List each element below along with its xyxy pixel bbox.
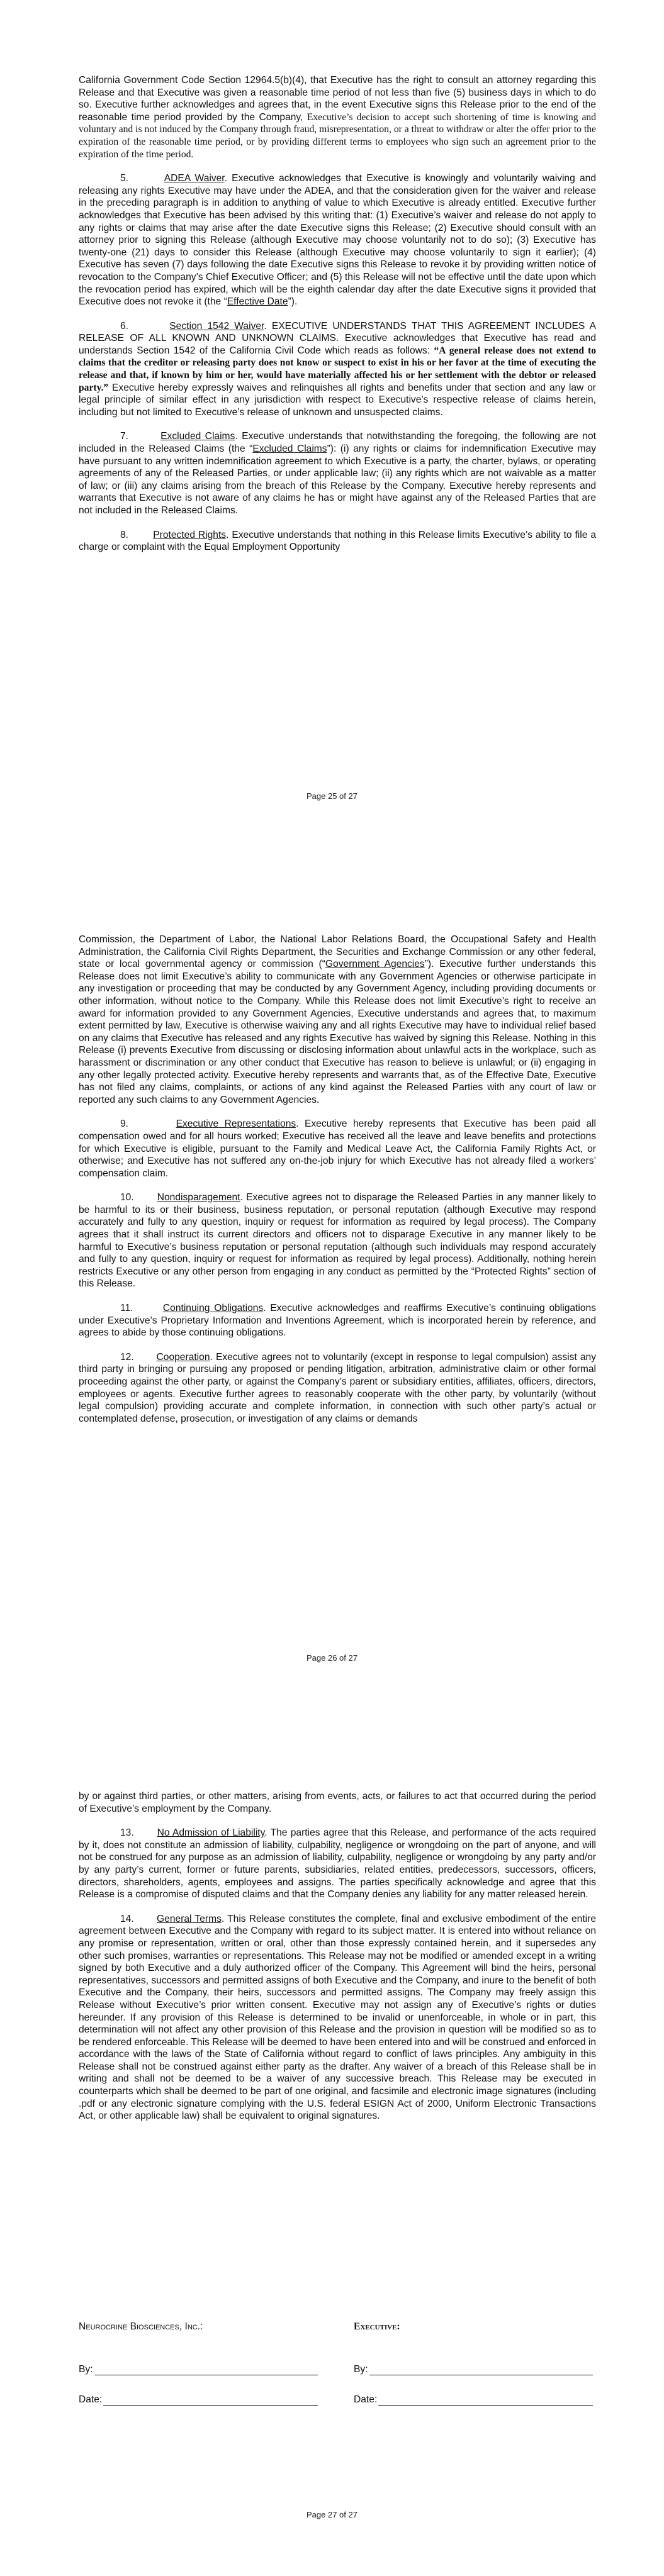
text-segment: . Executive agrees not to disparage the Released Parties in any manner likely to be harmful to its or their business, business reputation, or personal reputation (although Executive may respond accurately and fully to any question, inquiry or request for information as required by legal process). The Company agrees that it shall instruct its current directors and officers not to disparage Executive in any manner likely to be harmful to Executive’s business reputation or personal reputation (although such individuals may respond accurately and fully to any question, inquiry or request for information as required by legal process). Additionally, nothing herein restricts Executive or any other person from engaging in any conduct as permitted by the “Protected Rights” section of this Release.	[79, 1192, 596, 1290]
defined-term: General Terms	[157, 1913, 222, 1924]
text-segment: ”).	[288, 296, 298, 308]
defined-term: Excluded Claims	[160, 431, 235, 442]
paragraph	[79, 529, 596, 554]
paragraph	[79, 1913, 596, 2122]
text-segment: 11.	[120, 1303, 133, 1314]
text-segment: “A general release does not extend to claims that the creditor or releasing party does not know or suspect to exist in his or her favor at the time of executing the release and that, if known by him or her, would have materially affected his or her settlement with the debtor or released party.”	[79, 345, 596, 393]
page-body	[79, 1790, 596, 2134]
page-25	[0, 0, 664, 859]
text-segment	[128, 321, 169, 332]
text-segment: 5.	[120, 173, 129, 184]
text-segment: Commission, the Department of Labor, the National Labor Relations Board, the Occupational Safety and Health Administration, the California Civil Rights Department, the Securities and Exchange Commission or any other federal, state or local governmental agency or commission (“	[79, 934, 596, 970]
date-label: Date:	[79, 2394, 103, 2405]
paragraph	[79, 74, 596, 160]
defined-term: Cooperation	[156, 1351, 210, 1363]
text-segment: . Executive agrees not to voluntarily (except in response to legal compulsion) assist any third party in bringing or pursuing any proposed or pending litigation, arbitration, administrative claim or other formal proceeding against the other party, or against the Company’s parent or subsidiary entities, affiliates, officers, directors, employees or agents. Executive further agrees to reasonably cooperate with the other party, by voluntarily (without legal compulsion) providing accurate and complete information, in connection with such other party’s actual or contemplated defense, prosecution, or investigation of any claims or demands	[79, 1351, 596, 1424]
text-segment	[128, 431, 160, 442]
paragraph	[79, 1118, 596, 1179]
text-segment: Executive hereby expressly waives and relinquishes all rights and benefits under that section and any law or legal principle of similar effect in any jurisdiction with respect to Executive’s respective release of claims herein, including but not limited to Executive’s release of unknown and unsuspected claims.	[79, 382, 596, 418]
page-27	[0, 1717, 664, 2576]
text-segment: Executive’s decision to accept such shortening of time is knowing and voluntary and is not induced by the Company through fraud, misrepresentation, or a threat to withdraw or alter the offer prior to the expiration of the reasonable time period, or by providing different terms to employees who sign such an agreement prior to the expiration of the time period.	[79, 111, 597, 160]
date-label: Date:	[354, 2394, 378, 2405]
executive-signature	[354, 2321, 593, 2405]
text-segment: . Executive hereby represents that Executive has been paid all compensation owed and for all hours worked; Executive has received all the leave and leave benefits and protections for which Executive is eligible, pursuant to the Family and Medical Leave Act, the California Family Rights Act, or otherwise; and Executive has not suffered any on-the-job injury for which Executive has not already filed a workers’ compensation claim.	[79, 1118, 596, 1179]
paragraph	[79, 1790, 596, 1815]
defined-term: Excluded Claims	[252, 443, 327, 455]
paragraph	[79, 320, 596, 419]
text-segment: . Executive acknowledges and reaffirms Executive’s continuing obligations under Executive’s Proprietary Information and Inventions Agreement, which is incorporated herein by reference, and agrees to abide by those continuing obligations.	[79, 1303, 596, 1339]
text-segment: 13.	[120, 1827, 134, 1839]
paragraph	[79, 1827, 596, 1901]
text-segment: . Executive acknowledges that Executive is knowingly and voluntarily waiving and releasing any rights Executive may have under the ADEA, and that the consideration given for the waiver and release in the preceding paragraph is in addition to anything of value to which Executive is already entitled. Executive further acknowledges that Executive has been advised by this writing that: (1) Executive’s waiver and release do not apply to any rights or claims that may arise after the date Executive signs this Release; (2) Executive should consult with an attorney prior to signing this Release (although Executive may choose voluntarily not to do so); (3) Executive has twenty-one (21) days to consider this Release (although Executive may choose voluntarily to sign it earlier); (4) Executive has seven (7) days following the date Executive signs this Release to revoke it by providing written notice of revocation to the Company’s Chief Executive Officer; and (5) this Release will not be effective until the date upon which the revocation period has expired, which will be the eighth calendar day after the date Executive signs it provided that Executive does not revoke it (the “	[79, 173, 596, 308]
defined-term: Government Agencies	[325, 959, 425, 970]
text-segment	[128, 173, 164, 184]
text-segment: . The parties agree that this Release, and performance of the acts required by it, does not constitute an admission of liability, culpability, negligence or wrongdoing on the part of anyone, and will not be construed for any purpose as an admission of liability, culpability, negligence or wrongdoing by any party and/or by any party’s current, former or future parents, subsidiaries, related entities, predecessors, successors, officers, directors, shareholders, agents, employees and assigns. The parties specifically acknowledge and agree that this Release is a compromise of disputed claims and that the Company denies any liability for any matter released herein.	[79, 1827, 596, 1900]
signature-line[interactable]	[94, 2366, 318, 2375]
text-segment: 6.	[120, 320, 129, 332]
defined-term: No Admission of Liability	[157, 1827, 265, 1839]
defined-term: Effective Date	[227, 296, 288, 308]
defined-term: ADEA Waiver	[164, 173, 225, 184]
text-segment: . This Release constitutes the complete, final and exclusive embodiment of the entire agreement between Executive and the Company with regard to its subject matter. It is entered into without reliance on any promise or representation, written or oral, other than those expressly contained herein, and it supersedes any other such promises, warranties or representations. This Release may not be modified or amended except in a writing signed by both Executive and a duly authorized officer of the Company. This Agreement will bind the heirs, personal representatives, successors and permitted assigns of both Executive and the Company, and inure to the benefit of both Executive and the Company, their heirs, successors and permitted assigns. The Company may freely assign this Release without Executive’s prior written consent. Executive may not assign any of Executive’s rights or duties hereunder. If any provision of this Release is determined to be invalid or unenforceable, in whole or in part, this determination will not affect any other provision of this Release and the provision in question will be modified so as to be rendered enforceable. This Release will be deemed to have been entered into and will be construed and enforced in accordance with the laws of the State of California without regard to conflict of laws principles. Any ambiguity in this Release shall not be construed against either party as the drafter. Any waiver of a breach of this Release shall be in writing and shall not be deemed to be a waiver of any successive breach. This Release may be executed in counterparts which shall be deemed to be part of one original, and facsimile and electronic image signatures (including .pdf or any electronic signature complying with the U.S. federal ESIGN Act of 2000, Uniform Electronic Transactions Act, or other applicable law) shall be equivalent to original signatures.	[79, 1913, 597, 2122]
text-segment: 10.	[120, 1192, 134, 1203]
text-segment	[134, 1352, 157, 1363]
paragraph	[79, 172, 596, 308]
text-segment: California Government Code Section 12964.5(b)(4), that Executive has the right to consult an attorney regarding this Release and that Executive was given a reasonable time period of not less than five (5) business days in which to do so. Executive further acknowledges and agrees that, in the event Executive signs this Release prior to the end of the reasonable time period provided by the Company,	[79, 75, 596, 123]
company-party-name: Neurocrine Biosciences, Inc.:	[79, 2321, 203, 2332]
text-segment: 12.	[120, 1351, 134, 1363]
page-body	[79, 934, 596, 1437]
date-line[interactable]	[378, 2396, 593, 2406]
text-segment: . EXECUTIVE UNDERSTANDS THAT THIS AGREEMENT INCLUDES A RELEASE OF ALL KNOWN AND UNKNOWN CLAIMS. Executive acknowledges that Executive has read and understands Section 1542 of the California Civil Code which reads as follows:	[79, 320, 596, 356]
text-segment	[134, 1914, 157, 1924]
text-segment: ”): (i) any rights or claims for indemnification Executive may have pursuant to any written indemnification agreement to which Executive is a party, the charter, bylaws, or operating agreements of any of the Released Parties, or under applicable law; (ii) any rights which are not waivable as a matter of law; or (iii) any claims arising from the breach of this Release by the Company. Executive hereby represents and warrants that Executive is not aware of any claims he has or might have against any of the Released Parties that are not included in the Released Claims.	[79, 443, 597, 516]
signature-line[interactable]	[369, 2366, 593, 2375]
executive-party-name: Executive:	[354, 2321, 400, 2332]
paragraph	[79, 1191, 596, 1290]
defined-term: Executive Representations	[176, 1118, 296, 1130]
date-line[interactable]	[103, 2396, 318, 2406]
company-by-line[interactable]	[79, 2361, 318, 2375]
defined-term: Nondisparagement	[157, 1192, 240, 1203]
paragraph	[79, 934, 596, 1106]
by-label: By:	[354, 2364, 368, 2375]
page-footer: Page 25 of 27	[307, 791, 357, 801]
text-segment	[128, 1118, 176, 1129]
executive-date-line[interactable]	[354, 2392, 593, 2406]
text-segment: . Executive understands that notwithstanding the foregoing, the following are not included in the Released Claims (the “	[79, 431, 596, 455]
company-date-line[interactable]	[79, 2392, 318, 2406]
text-segment: 14.	[120, 1913, 134, 1924]
text-segment: 7.	[120, 431, 129, 442]
by-label: By:	[79, 2364, 93, 2375]
paragraph	[79, 1302, 596, 1339]
paragraph	[79, 1351, 596, 1425]
text-segment	[134, 1827, 157, 1838]
text-segment	[128, 530, 153, 540]
defined-term: Protected Rights	[153, 529, 227, 540]
executive-by-line[interactable]	[354, 2361, 593, 2375]
text-segment: 9.	[120, 1118, 129, 1130]
signature-block	[79, 2321, 596, 2422]
text-segment: 8.	[120, 529, 129, 540]
company-signature	[79, 2321, 318, 2405]
defined-term: Continuing Obligations	[162, 1303, 264, 1314]
page-footer: Page 27 of 27	[307, 2510, 357, 2519]
defined-term: Section 1542 Waiver	[169, 320, 264, 332]
page-body	[79, 74, 596, 566]
text-segment: by or against third parties, or other matters, arising from events, acts, or failures to act that occurred during the period of Executive’s employment by the Company.	[79, 1791, 596, 1814]
text-segment	[134, 1192, 157, 1203]
page-footer: Page 26 of 27	[307, 1653, 357, 1663]
text-segment: ”). Executive further understands this Release does not limit Executive’s ability to communicate with any Government Agencies or otherwise participate in any investigation or proceeding that may be conducted by any Government Agency, including providing documents or other information, without notice to the Company. While this Release does not limit Executive’s right to receive an award for information provided to any Government Agencies, Executive understands and agrees that, to maximum extent permitted by law, Executive is otherwise waiving any and all rights Executive may have to individual relief based on any claims that Executive has released and any rights Executive has waived by signing this Release. Nothing in this Release (i) prevents Executive from discussing or disclosing information about unlawful acts in the workplace, such as harassment or discrimination or any other conduct that Executive has reason to believe is unlawful; or (ii) engaging in any other legally protected activity. Executive hereby represents and warrants that, as of the Effective Date, Executive has not filed any claims, complaints, or actions of any kind against the Released Parties with any court of law or reported any such claims to any Government Agencies.	[79, 959, 596, 1105]
text-segment: . Executive understands that nothing in this Release limits Executive’s ability to file a charge or complaint with the Equal Employment Opportunity	[79, 529, 596, 553]
paragraph	[79, 430, 596, 516]
page-26	[0, 859, 664, 1717]
text-segment	[133, 1303, 163, 1313]
